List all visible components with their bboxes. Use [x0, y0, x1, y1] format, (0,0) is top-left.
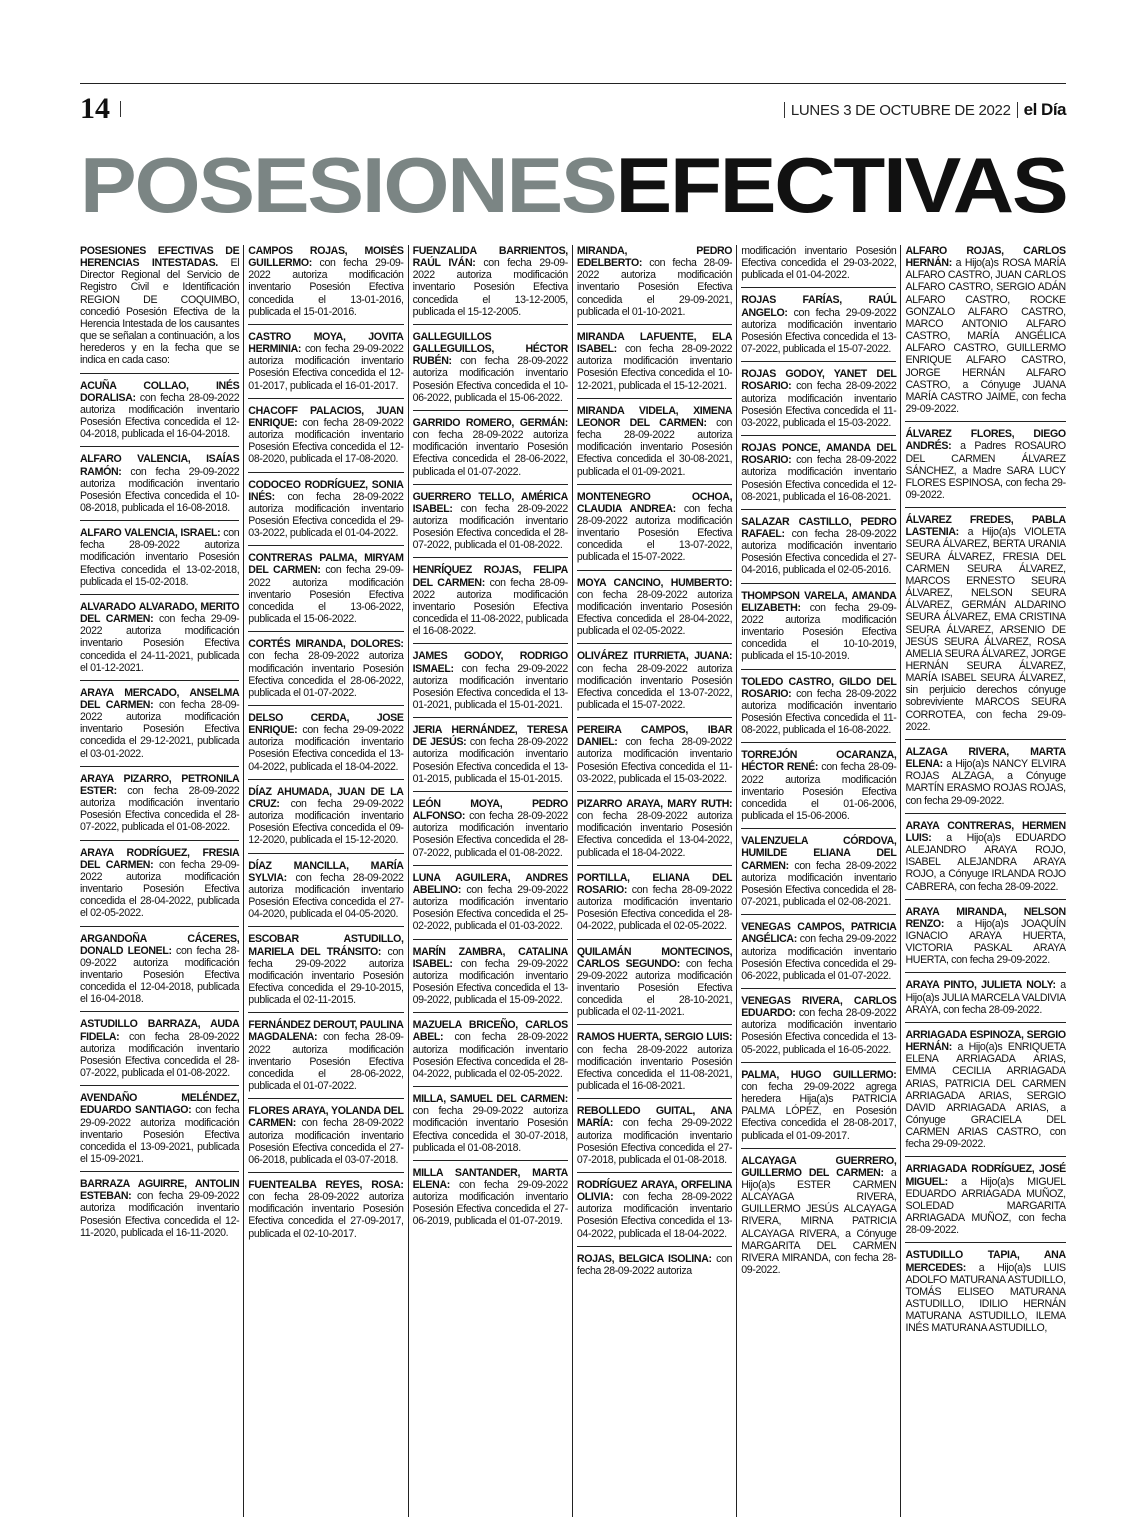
notice-name: DELSO CERDA, JOSE ENRIQUE: [248, 712, 404, 737]
notice-entry [905, 979, 1065, 1022]
notice-entry [577, 1031, 732, 1099]
notice-name: VALENZUELA CÓRDOVA, HUMILDE ELIANA DEL CARMEN: [741, 835, 897, 872]
notice-entry [248, 933, 403, 1013]
notice-name: ARRIAGADA ESPINOZA, SERGIO HERNÁN: [905, 1028, 1066, 1054]
notice-entry [248, 860, 403, 928]
logo-divider [1017, 102, 1018, 118]
notice-entry [413, 1019, 568, 1087]
notice-entry [248, 712, 403, 780]
notice-entry [248, 479, 403, 547]
notice-entry [577, 724, 732, 792]
notice-text: a Hijo(a)s JOAQUÍN IGNACIO ARAYA HUERTA, VICTORIA PASKAL ARAYA HUERTA, con fecha 29-09-2022. [905, 917, 1066, 967]
notice-entry [80, 380, 239, 448]
notice-entry [248, 245, 403, 325]
notice-entry [741, 995, 896, 1063]
notice-text: con fecha 28-09-2022 autoriza modificación inventario Posesión Efectiva concedida el 13-04-2022, publicada el 18-04-2022. [576, 810, 733, 859]
notice-entry [577, 1253, 732, 1283]
notice-text: con fecha 28-09-2022 autoriza modificación inventario Posesión Efectiva concedida el 13-07-2022, publicada el 15-07-2022. [576, 502, 733, 564]
notice-text: con fecha 29-09-2022 autoriza modificación inventario Posesión Efectiva concedida el 25-02-2022, publicada el 01-03-2022. [412, 883, 568, 933]
notice-text: con fecha 28-09-2022 autoriza modificación inventario Posesión Efectiva concedida el 28-06-2022, publicada el 01-07-2022. [412, 429, 568, 478]
notice-text: con fecha 29-09-2022 autoriza modificación inventario Posesión Efectiva concedida el 29-06-2022, publicada el 01-07-2022. [741, 933, 897, 982]
notice-name: PEREIRA CAMPOS, IBAR DANIEL: [576, 724, 733, 749]
notice-text: con fecha 28-09-2022 autoriza modificación inventario Posesión Efectiva concedida el 13-02-2018, publicada el 15-02-2018. [80, 527, 240, 588]
section-title-part2: EFECTIVAS [615, 141, 1067, 229]
notice-text: con fecha 29-09-2022 autoriza modificación inventario Posesión Efectiva concedida el 13-06-2022, publicada el 15-06-2022. [248, 564, 404, 626]
notice-name: TOLEDO CASTRO, GILDO DEL ROSARIO: [741, 675, 897, 700]
notice-entry [905, 514, 1065, 740]
notice-name: ROJAS, BELGICA ISOLINA: [576, 1252, 712, 1265]
notice-name: JERIA HERNÁNDEZ, TERESA DE JESÚS: [412, 724, 568, 749]
notice-name: AVENDAÑO MELÉNDEZ, EDUARDO SANTIAGO: [80, 1092, 240, 1117]
notice-name: ÁLVAREZ FREDES, PABLA LASTENIA: [905, 514, 1066, 539]
notice-text: con fecha 28-09-2022 autoriza modificación inventario Posesión Efectiva concedida el 11-03-2022, publicada el 15-03-2022. [741, 380, 897, 429]
notice-entry [577, 577, 732, 645]
notice-name: CODOCEO RODRÍGUEZ, SONIA INÉS: [248, 478, 404, 503]
notice-name: ARAYA MIRANDA, NELSON RENZO: [905, 905, 1066, 930]
page-number-divider [120, 101, 121, 117]
notice-text: con fecha 28-09-2022 autoriza modificación inventario Posesión Efectiva concedida el 11-08-2021, publicada el 16-08-2021. [576, 1043, 733, 1093]
notice-text: con fecha 28-09-2022 autoriza modificación inventario Posesión Efectiva concedida el 29-03-2022, publicada el 01-04-2022. [248, 490, 404, 540]
header-meta [784, 99, 1066, 121]
notice-name: CONTRERAS PALMA, MIRYAM DEL CARMEN: [248, 552, 404, 577]
notice-name: MILLA SANTANDER, MARTA ELENA: [412, 1166, 568, 1191]
notice-text: con fecha 28-09-2022 autoriza modificación inventario Posesión Efectiva concedida el 27-09-2017, publicada el 02-10-2017. [248, 1191, 404, 1240]
notice-name: OLIVÁREZ ITURRIETA, JUANA: [576, 650, 733, 663]
notice-name: ROJAS PONCE, AMANDA DEL ROSARIO: [741, 442, 897, 467]
notice-entry [577, 245, 732, 325]
notice-entry [577, 872, 732, 940]
notice-name: ALFARO VALENCIA, ISRAEL: [80, 527, 221, 540]
notice-text: con fecha 28-09-2022 autoriza modificación inventario Posesión Efectiva concedida el 28-04-2022, publicada el 02-05-2022. [412, 1031, 568, 1080]
notice-name: ARAYA MERCADO, ANSELMA DEL CARMEN: [80, 686, 240, 711]
notice-text: con fecha 28-09-2022 autoriza modificación inventario Posesión Efectiva concedida el 28-04-2022, publicada el 02-05-2022. [576, 588, 733, 638]
notice-entry [413, 417, 568, 485]
notice-name: JAMES GODOY, RODRIGO ISMAEL: [412, 650, 568, 675]
notice-text: con fecha 28-09-2022 autoriza modificación inventario Posesión Efectiva concedida el 11-03-2022, publicada el 15-03-2022. [576, 736, 733, 785]
notice-text: a Padres ROSAURO DEL CARMEN ÁLVAREZ SÁNCHEZ, a Madre SARA LUCY FLORES ESPINOSA, con fecha 29-09-2022. [905, 440, 1066, 501]
notice-entry [905, 906, 1065, 974]
notice-name: LUNA AGUILERA, ANDRES ABELINO: [412, 871, 568, 896]
notice-column [573, 245, 737, 1517]
notice-text: con fecha 28-09-2022 autoriza modificación inventario Posesión Efectiva concedida el 12-04-2018, publicada el 16-04-2018. [80, 391, 240, 441]
notice-name: FUENZALIDA BARRIENTOS, RAÚL IVÁN: [412, 245, 568, 270]
notice-name: MAZUELA BRICEÑO, CARLOS ABEL: [412, 1019, 568, 1044]
notice-name: MOYA CANCINO, HUMBERTO: [576, 576, 733, 589]
notice-name: ARRIAGADA RODRÍGUEZ, JOSÉ MIGUEL: [905, 1163, 1066, 1188]
notice-name: VENEGAS RIVERA, CARLOS EDUARDO: [741, 994, 897, 1020]
notice-name: CASTRO MOYA, JOVITA HERMINIA: [248, 330, 404, 356]
notice-entry [577, 650, 732, 718]
notice-name: CORTÉS MIRANDA, DOLORES: [248, 638, 404, 651]
notice-text: con fecha 28-09-2022 autoriza modificación inventario Posesión Efectiva concedida el 13-07-2022, publicada el 15-07-2022. [576, 662, 733, 711]
notice-text: con fecha 29-09-2022 autoriza modificación inventario Posesión Efectiva concedida el 13-07-2022, publicada el 15-07-2022. [741, 306, 897, 356]
notice-text: a Hijo(a)s ROSA MARÍA ALFARO CASTRO, JUAN CARLOS ALFARO CASTRO, SERGIO ADÁN ALFARO CASTRO, ROCKE GONZALO ALFARO CASTRO, MARCO ANTONIO ALFARO CASTRO, MARÍA ANGÉLICA ALFARO CASTRO, GUILLERMO ENRIQUE ALFARO CASTRO, JORGE HERNÁN ALFARO CASTRO, a Cónyuge JUANA MARÍA CASTRO JAIME, con fecha 29-09-2022. [905, 257, 1066, 416]
notice-text: con fecha 28-09-2022 autoriza modificación inventario Posesión Efectiva concedida el 28-06-2022, publicada el 01-07-2022. [248, 1031, 404, 1093]
notice-column [244, 245, 408, 1517]
notice-entry [577, 1105, 732, 1173]
notice-entry [413, 331, 568, 411]
notice-entry [577, 491, 732, 571]
notice-text: con fecha 29-09-2022 agrega heredera Hija(a)s PATRICIA PALMA LÓPEZ, en Posesión Efectiva concedida el 28-08-2017, publicada el 01-09-2017. [741, 1080, 897, 1142]
notice-text: con fecha 29-09-2022 autoriza modificación inventario Posesión Efectiva concedida el 13-12-2005, publicada el 15-12-2005. [412, 257, 568, 318]
notice-name: ARAYA CONTRERAS, HERMEN LUIS: [905, 819, 1066, 844]
notice-entry [741, 835, 896, 915]
notice-text: con fecha 28-09-2022 autoriza modificación inventario Posesión Efectiva concedida el 10-12-2021, publicada el 15-12-2021. [576, 343, 733, 392]
newspaper-logo: el Día [1023, 100, 1066, 119]
notice-entry [577, 405, 732, 485]
notice-entry [413, 491, 568, 559]
notice-name: PORTILLA, ELIANA DEL ROSARIO: [576, 871, 733, 896]
notice-entry [248, 331, 403, 399]
notice-text: con fecha 29-09-2022 autoriza modificación inventario Posesión Efectiva concedida el 28-10-2021, publicada el 02-11-2021. [576, 957, 733, 1019]
notice-text: a Hijo(a)s JULIA MARCELA VALDIVIA ARAYA, con fecha 28-09-2022. [905, 979, 1066, 1016]
notice-entry [248, 405, 403, 473]
notice-name: PALMA, HUGO GUILLERMO: [741, 1068, 897, 1081]
notice-entry [80, 1018, 239, 1086]
notice-text: con fecha 29-09-2022 autoriza modificación inventario Posesión Efectiva concedida el 09-12-2020, publicada el 15-12-2020. [248, 797, 404, 847]
notice-name: ARAYA PIZARRO, PETRONILA ESTER: [80, 772, 240, 797]
notice-name: FUENTEALBA REYES, ROSA: [248, 1179, 404, 1191]
notice-text: con fecha 29-09-2022 autoriza modificación inventario Posesión Efectiva concedida el 27-06-2019, publicada el 01-07-2019. [412, 1179, 568, 1228]
notice-text: con fecha 28-09-2022 autoriza modificación inventario Posesión Efectiva concedida el 01-06-2006, publicada el 15-06-2006. [741, 761, 897, 823]
notice-text: con fecha 28-09-2022 autoriza [576, 1252, 733, 1277]
notice-entry [80, 1178, 239, 1245]
notice-text: con fecha 28-09-2022 autoriza modificación inventario Posesión Efectiva concedida el 13-05-2022, publicada el 16-05-2022. [741, 1007, 897, 1056]
notice-entry [577, 1179, 732, 1247]
notice-name: RODRÍGUEZ ARAYA, ORFELINA OLIVIA: [576, 1179, 733, 1204]
notice-text: con fecha 28-09-2022 autoriza modificación inventario Posesión Efectiva concedida el 29-12-2021, publicada el 03-01-2022. [80, 699, 240, 760]
notice-name: ARAYA RODRÍGUEZ, FRESIA DEL CARMEN: [80, 846, 240, 871]
notice-text: con fecha 29-09-2022 autoriza modificación inventario Posesión Efectiva concedida el 13-09-2021, publicada el 15-09-2021. [80, 1104, 240, 1165]
notice-name: ARAYA PINTO, JULIETA NOLY: [905, 979, 1056, 992]
section-title [80, 130, 1066, 240]
notice-entry [413, 1167, 568, 1234]
date-divider [784, 102, 785, 118]
notice-text: con fecha 28-09-2022 autoriza modificación inventario Posesión Efectiva concedida el 12-04-2018, publicada el 16-04-2018. [80, 944, 240, 1006]
notice-entry [413, 724, 568, 792]
notice-entry [248, 1019, 403, 1099]
notice-name: POSESIONES EFECTIVAS DE HERENCIAS INTESTADAS. [80, 245, 240, 270]
notice-name: ALFARO VALENCIA, ISAÍAS RAMÓN: [80, 453, 240, 478]
notice-text: con fecha 28-09-2022 autoriza modificación inventario Posesión Efectiva concedida el 13-01-2015, publicada el 15-01-2015. [412, 736, 568, 785]
notice-entry [248, 1105, 403, 1173]
notice-entry [413, 1093, 568, 1161]
notice-entry [80, 245, 239, 374]
notice-text: a Hijo(a)s MIGUEL EDUARDO ARRIAGADA MUÑOZ, SOLEDAD MARGARITA ARRIAGADA MUÑOZ, con fecha 28-09-2022. [905, 1175, 1066, 1237]
notice-text: con fecha 28-09-2022 autoriza modificación inventario Posesión Efectiva concedida el 28-04-2022, publicada el 02-05-2022. [576, 883, 733, 933]
notice-text: a Hijo(a)s ENRIQUETA ELENA ARRIAGADA ARIAS, EMMA CECILIA ARRIAGADA ARIAS, PATRICIA DEL CARMEN ARRIAGADA ARIAS, SERGIO DAVID ARRIAGADA ARIAS, a Cónyuge GRACIELA DEL CARMEN ARIAS CASTRO, con fecha 29-09-2022. [905, 1041, 1066, 1151]
notice-name: ARGANDOÑA CÁCERES, DONALD LEONEL: [80, 932, 240, 957]
notice-name: MILLA, SAMUEL DEL CARMEN: [412, 1093, 568, 1106]
notice-text: con fecha 29-09-2022 autoriza modificación inventario Posesión Efectiva concedida el 12-11-2020, publicada el 16-11-2020. [80, 1190, 240, 1239]
notice-entry [741, 442, 896, 510]
notice-text: con fecha 29-09-2022 autoriza modificación inventario Posesión Efectiva concedida el 13-04-2022, publicada el 18-04-2022. [248, 724, 404, 773]
notice-column [80, 245, 244, 1517]
notice-name: CHACOFF PALACIOS, JUAN ENRIQUE: [248, 404, 404, 429]
notice-text: con fecha 28-09-2022 autoriza modificación inventario Posesión Efectiva concedida el 13-04-2022, publicada el 18-04-2022. [576, 1191, 733, 1240]
notice-text: a Hijo(a)s EDUARDO ALEJANDRO ARAYA ROJO, ISABEL ALEJANDRA ARAYA ROJO, a Cónyuge IRLANDA ROJO CABRERA, con fecha 28-09-2022. [905, 831, 1066, 893]
notice-text: con fecha 29-09-2022 autoriza modificación inventario Posesión Efectiva concedida el 29-10-2015, publicada el 02-11-2015. [248, 945, 404, 1007]
notice-name: GUERRERO TELLO, AMÉRICA ISABEL: [412, 490, 568, 515]
notice-entry [905, 820, 1065, 900]
notice-entry [741, 676, 896, 744]
notice-entry [577, 331, 732, 399]
notice-entry [577, 798, 732, 866]
notice-name: ROJAS GODOY, YANET DEL ROSARIO: [741, 368, 897, 393]
notice-entry [248, 786, 403, 854]
notice-name: VENEGAS CAMPOS, PATRICIA ANGÉLICA: [741, 921, 897, 946]
notice-name: DÍAZ AHUMADA, JUAN DE LA CRUZ: [248, 785, 404, 810]
notice-text: con fecha 28-09-2022 autoriza modificación inventario Posesión Efectiva concedida el 28-06-2022, publicada el 01-07-2022. [248, 650, 404, 699]
notice-entry [80, 933, 239, 1013]
notice-name: MARÍN ZAMBRA, CATALINA ISABEL: [412, 945, 568, 970]
notice-entry [741, 1069, 896, 1149]
notice-entry [741, 1155, 896, 1283]
notice-text: con fecha 29-09-2022 autoriza modificación inventario Posesión Efectiva concedida el 13-01-2016, publicada el 15-01-2016. [248, 257, 404, 318]
notice-entry [248, 552, 403, 632]
notice-text: con fecha 29-09-2022 autoriza modificación inventario Posesión Efectiva concedida el 10-10-2019, publicada el 15-10-2019. [741, 601, 897, 663]
notice-name: MIRANDA LAFUENTE, ELA ISABEL: [576, 330, 733, 356]
notice-entry [413, 650, 568, 718]
notice-entry [80, 1092, 239, 1172]
notice-name: FLORES ARAYA, YOLANDA DEL CARMEN: [248, 1105, 404, 1130]
notice-name: HENRÍQUEZ ROJAS, FELIPA DEL CARMEN: [412, 564, 568, 589]
notice-entry [80, 527, 239, 595]
notice-entry [577, 946, 732, 1026]
notice-name: ACUÑA COLLAO, INÉS DORALISA: [80, 379, 240, 404]
notice-text: a Hijo(a)s NANCY ELVIRA ROJAS ALZAGA, a Cónyuge MARTÍN ERASMO ROJAS ROJAS, con fecha 29-09-2022. [905, 758, 1066, 807]
notice-text: con fecha 28-09-2022 autoriza modificación inventario Posesión Efectiva concedida el 28-07-2021, publicada el 02-08-2021. [741, 859, 897, 909]
notice-columns [80, 245, 1066, 1517]
notice-name: GARRIDO ROMERO, GERMÁN: [412, 416, 568, 429]
notice-name: MIRANDA VIDELA, XIMENA LEONOR DEL CARMEN: [576, 404, 733, 429]
notice-text: con fecha 28-09-2022 autoriza modificación inventario Posesión Efectiva concedida el 27-04-2020, publicada el 04-05-2020. [248, 871, 404, 921]
section-title-part1: POSESIONES [80, 141, 616, 229]
notice-text: modificación inventario Posesión Efectiva concedida el 29-03-2022, publicada el 01-04-2022. [741, 245, 897, 282]
publication-date: LUNES 3 DE OCTUBRE DE 2022 [790, 101, 1011, 119]
notice-name: CAMPOS ROJAS, MOISÉS GUILLERMO: [248, 245, 404, 270]
notice-entry [905, 428, 1065, 508]
notice-name: FERNÁNDEZ DEROUT, PAULINA MAGDALENA: [248, 1019, 404, 1044]
notice-name: ALFARO ROJAS, CARLOS HERNÁN: [905, 245, 1066, 270]
notice-text: con fecha 29-09-2022 autoriza modificación inventario Posesión Efectiva concedida el 12-01-2017, publicada el 16-01-2017. [248, 343, 404, 392]
notice-text: a Hijo(a)s LUIS ADOLFO MATURANA ASTUDILLO, TOMÁS ELISEO MATURANA ASTUDILLO, IDILIO HERNÁN MATURANA ASTUDILLO, ILEMA INÉS MATURANA ASTUDILLO, [905, 1261, 1066, 1335]
notice-entry [741, 516, 896, 584]
notice-name: ESCOBAR ASTUDILLO, MARIELA DEL TRÁNSITO: [248, 933, 404, 958]
notice-text: con fecha 29-09-2022 autoriza modificación inventario Posesión Efectiva concedida el 24-11-2021, publicada el 01-12-2021. [80, 613, 240, 674]
notice-text: con fecha 28-09-2022 autoriza modificación inventario Posesión Efectiva concedida el 11-08-2022, publicada el 16-08-2022. [412, 576, 568, 638]
notice-name: GALLEGUILLOS GALLEGUILLOS, HÉCTOR RUBÉN: [412, 330, 568, 368]
notice-column [901, 245, 1065, 1517]
notice-name: RAMOS HUERTA, SERGIO LUIS: [576, 1031, 733, 1044]
notice-entry [413, 798, 568, 866]
notice-entry [741, 368, 896, 436]
notice-name: ÁLVAREZ FLORES, DIEGO ANDRÉS: [905, 428, 1066, 453]
notice-text: El Director Regional del Servicio de Registro Civil e Identificación REGION DE COQUIMBO, concedió Posesión Efectiva de la Herencia Intestada de los causantes que se señalan a continuación, a los herederos y en la fecha que se indica en cada caso: [80, 257, 240, 367]
notice-name: ALCAYAGA GUERRERO, GUILLERMO DEL CARMEN: [741, 1154, 897, 1179]
notice-name: QUILAMÁN MONTECINOS, CARLOS SEGUNDO: [576, 945, 733, 970]
notice-name: REBOLLEDO GUITAL, ANA MARÍA: [576, 1105, 733, 1130]
notice-text: con fecha 28-09-2022 autoriza modificación inventario Posesión Efectiva concedida el 30-08-2021, publicada el 01-09-2021. [576, 416, 733, 478]
notice-text: con fecha 28-09-2022 autoriza modificación inventario Posesión Efectiva concedida el 12-08-2021, publicada el 16-08-2021. [741, 454, 897, 503]
notice-entry [905, 245, 1065, 422]
notice-text: con fecha 29-09-2022 autoriza modificación inventario Posesión Efectiva concedida el 30-07-2018, publicada el 01-08-2018. [412, 1105, 568, 1154]
notice-name: THOMPSON VARELA, AMANDA ELIZABETH: [741, 589, 897, 614]
notice-text: con fecha 28-09-2022 autoriza modificación inventario Posesión Efectiva concedida el 28-07-2022, publicada el 01-08-2022. [80, 1030, 240, 1080]
notice-column [737, 245, 901, 1517]
notice-text: con fecha 28-09-2022 autoriza modificación inventario Posesión Efectiva concedida el 28-07-2022, publicada el 01-08-2022. [80, 784, 240, 834]
notice-name: SALAZAR CASTILLO, PEDRO RAFAEL: [741, 515, 897, 540]
notice-text: con fecha 29-09-2022 autoriza modificación inventario Posesión Efectiva concedida el 10-08-2018, publicada el 16-08-2018. [80, 465, 240, 514]
notice-name: ASTUDILLO BARRAZA, AUDA FIDELA: [80, 1018, 240, 1043]
notice-name: MIRANDA, PEDRO EDELBERTO: [576, 245, 733, 270]
notice-entry [80, 453, 239, 521]
notice-name: ASTUDILLO TAPIA, ANA MERCEDES: [905, 1249, 1066, 1274]
notice-name: DÍAZ MANCILLA, MARÍA SYLVIA: [248, 859, 404, 884]
notice-name: ALZAGA RIVERA, MARTA ELENA: [905, 745, 1066, 771]
notice-entry [80, 601, 239, 681]
notice-name: ROJAS FARÍAS, RAÚL ANGELO: [741, 294, 897, 319]
notice-entry [80, 847, 239, 927]
notice-text: con fecha 29-09-2022 autoriza modificación inventario Posesión Efectiva concedida el 27-07-2018, publicada el 01-08-2018. [576, 1117, 733, 1166]
notice-text: con fecha 28-09-2022 autoriza modificación inventario Posesión Efectiva concedida el 11-08-2022, publicada el 16-08-2022. [741, 687, 897, 737]
notice-text: con fecha 28-09-2022 autoriza modificación inventario Posesión Efectiva concedida el 29-09-2021, publicada el 01-10-2021. [576, 257, 733, 318]
notice-name: PIZARRO ARAYA, MARY RUTH: [576, 797, 733, 810]
notice-name: LEÓN MOYA, PEDRO ALFONSO: [412, 797, 568, 823]
notice-entry [741, 245, 896, 288]
header-rule [80, 83, 1066, 84]
notice-entry [741, 590, 896, 670]
notice-entry [905, 1163, 1065, 1243]
notice-text: con fecha 28-09-2022 autoriza modificación inventario Posesión Efectiva concedida el 27-06-2018, publicada el 03-07-2018. [248, 1117, 404, 1166]
notice-entry [413, 564, 568, 644]
notice-entry [248, 638, 403, 706]
notice-entry [905, 1029, 1065, 1158]
notice-text: a Hijo(a)s ESTER CARMEN ALCAYAGA RIVERA, GUILLERMO JESÚS ALCAYAGA RIVERA, MIRNA PATRICIA ALCAYAGA RIVERA, a Cónyuge MARGARITA DEL CARMEN RIVERA MIRANDA, con fecha 28-09-2022. [741, 1166, 897, 1277]
notice-text: con fecha 29-09-2022 autoriza modificación inventario Posesión Efectiva concedida el 28-04-2022, publicada el 02-05-2022. [80, 858, 240, 920]
page-number: 14 [80, 92, 110, 125]
notice-column [409, 245, 573, 1517]
notice-name: TORREJÓN OCARANZA, HÉCTOR RENÉ: [741, 749, 897, 774]
notice-text: con fecha 29-09-2022 autoriza modificación inventario Posesión Efectiva concedida el 13-01-2021, publicada el 15-01-2021. [412, 662, 568, 711]
notice-text: con fecha 28-09-2022 autoriza modificación inventario Posesión Efectiva concedida el 28-07-2022, publicada el 01-08-2022. [412, 502, 568, 552]
notice-text: a Hijo(a)s VIOLETA SEURA ÁLVAREZ, BERTA URANIA SEURA ÁLVAREZ, FRESIA DEL CARMEN SEURA ÁLVAREZ, MARCOS ERNESTO SEURA ÁLVAREZ, NELSON SEURA ÁLVAREZ, GERMÁN ALDARINO SEURA ÁLVAREZ, EMA CRISTINA SEURA ÁLVAREZ, ARSENIO DE JESÚS SEURA ÁLVAREZ, ROSA AMELIA SEURA ÁLVAREZ, JORGE HERNÁN SEURA ÁLVAREZ, MARÍA ISABEL SEURA ÁLVAREZ, sin perjuicio derechos cónyuge sobreviviente MARCOS SEURA CORROTEA, con fecha 29-09-2022. [905, 526, 1066, 733]
notice-entry [741, 921, 896, 989]
notice-entry [413, 872, 568, 940]
notice-name: ALVARADO ALVARADO, MERITO DEL CARMEN: [80, 600, 240, 626]
notice-entry [741, 294, 896, 362]
notice-entry [741, 749, 896, 829]
notice-text: con fecha 28-09-2022 autoriza modificación inventario Posesión Efectiva concedida el 28-07-2022, publicada el 01-08-2022. [412, 810, 568, 859]
notice-entry [905, 1249, 1065, 1340]
notice-name: BARRAZA AGUIRRE, ANTOLIN ESTEBAN: [80, 1178, 240, 1203]
notice-name: MONTENEGRO OCHOA, CLAUDIA ANDREA: [576, 490, 733, 515]
notice-entry [248, 1179, 403, 1246]
notice-entry [413, 245, 568, 325]
notice-text: con fecha 28-09-2022 autoriza modificación inventario Posesión Efectiva concedida el 12-08-2020, publicada el 17-08-2020. [248, 416, 404, 466]
notice-entry [905, 746, 1065, 814]
notice-text: con fecha 28-09-2022 autoriza modificación inventario Posesión Efectiva concedida el 10-06-2022, publicada el 15-06-2022. [412, 355, 568, 404]
notice-text: con fecha 29-09-2022 autoriza modificación inventario Posesión Efectiva concedida el 13-09-2022, publicada el 15-09-2022. [412, 957, 568, 1007]
notice-entry [413, 946, 568, 1014]
notice-entry [80, 773, 239, 841]
notice-entry [80, 687, 239, 767]
notice-text: con fecha 28-09-2022 autoriza modificación inventario Posesión Efectiva concedida el 27-04-2016, publicada el 02-05-2016. [741, 527, 897, 577]
